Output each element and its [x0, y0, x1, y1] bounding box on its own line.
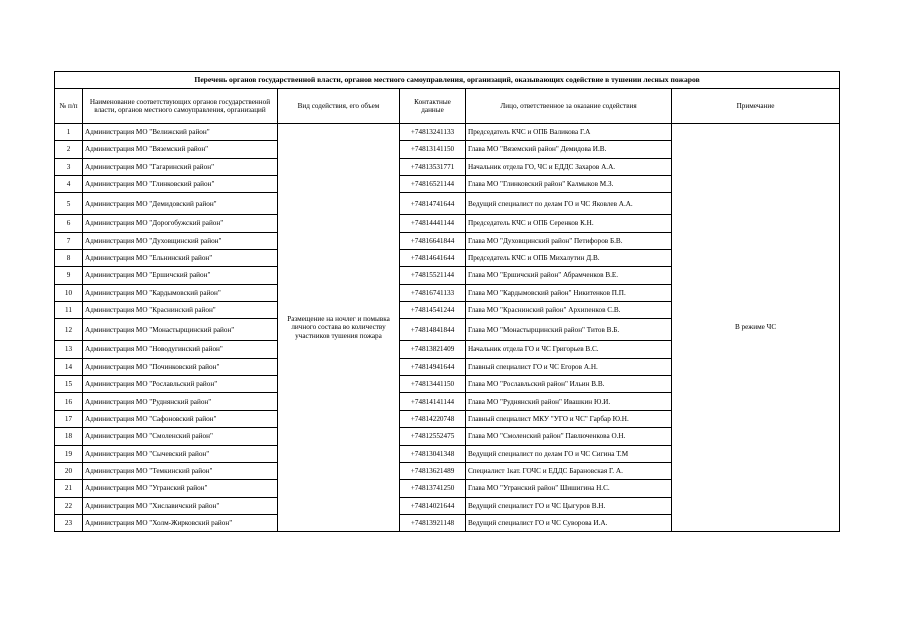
- row-organization: Администрация МО "Ельнинский район": [83, 250, 278, 267]
- row-number: 4: [55, 176, 83, 193]
- row-person: Глава МО "Кардымовский район" Никитенков П.П.: [466, 284, 672, 301]
- row-phone: +74813921148: [400, 514, 466, 531]
- row-number: 18: [55, 428, 83, 445]
- row-person: Главный специалист ГО и ЧС Егоров А.Н.: [466, 358, 672, 375]
- table-title: Перечень органов государственной власти, органов местного самоуправления, организаций, оказывающих содействие в тушении лесных пожаров: [55, 72, 840, 89]
- row-number: 20: [55, 462, 83, 479]
- responsible-bodies-table: [54, 71, 840, 532]
- row-phone: +74814021644: [400, 497, 466, 514]
- row-person: Глава МО "Краснинский район" Архипенков С.В.: [466, 302, 672, 319]
- row-number: 13: [55, 341, 83, 358]
- row-number: 19: [55, 445, 83, 462]
- row-person: Глава МО "Глинковский район" Калмыков М.З.: [466, 176, 672, 193]
- row-number: 9: [55, 267, 83, 284]
- row-person: Ведущий специалист ГО и ЧС Цыгуров В.Н.: [466, 497, 672, 514]
- row-organization: Администрация МО "Темкинский район": [83, 462, 278, 479]
- row-organization: Администрация МО "Рославльский район": [83, 376, 278, 393]
- row-phone: +74813821409: [400, 341, 466, 358]
- row-number: 15: [55, 376, 83, 393]
- row-phone: +74813441150: [400, 376, 466, 393]
- row-organization: Администрация МО "Вяземский район": [83, 141, 278, 158]
- row-organization: Администрация МО "Руднянский район": [83, 393, 278, 410]
- row-phone: +74814641644: [400, 250, 466, 267]
- row-organization: Администрация МО "Смоленский район": [83, 428, 278, 445]
- header-person: Лицо, ответственное за оказание содействия: [466, 89, 672, 124]
- row-person: Председатель КЧС и ОПБ Валикова Г.А: [466, 124, 672, 141]
- row-person: Глава МО "Рославльский район" Ильин В.В.: [466, 376, 672, 393]
- row-number: 12: [55, 319, 83, 341]
- table-row: [55, 124, 840, 141]
- header-assistance: Вид содействия, его объем: [278, 89, 400, 124]
- row-phone: +74813141150: [400, 141, 466, 158]
- row-person: Глава МО "Смоленский район" Павлюченкова О.Н.: [466, 428, 672, 445]
- row-number: 1: [55, 124, 83, 141]
- row-person: Начальник отдела ГО и ЧС Григорьев В.С.: [466, 341, 672, 358]
- row-organization: Администрация МО "Дорогобужский район": [83, 215, 278, 232]
- row-number: 16: [55, 393, 83, 410]
- row-phone: +74813741250: [400, 480, 466, 497]
- row-person: Глава МО "Угранский район" Шишигина Н.С.: [466, 480, 672, 497]
- row-person: Специалист 1кат. ГОЧС и ЕДДС Барановская Г. А.: [466, 462, 672, 479]
- row-organization: Администрация МО "Ершичский район": [83, 267, 278, 284]
- row-organization: Администрация МО "Сычевский район": [83, 445, 278, 462]
- row-phone: +74814741644: [400, 193, 466, 215]
- row-phone: +74812552475: [400, 428, 466, 445]
- row-organization: Администрация МО "Велижский район": [83, 124, 278, 141]
- row-number: 10: [55, 284, 83, 301]
- row-phone: +74816641844: [400, 232, 466, 249]
- row-organization: Администрация МО "Гагаринский район": [83, 158, 278, 175]
- row-person: Главный специалист МКУ "УГО и ЧС" Гарбар Ю.Н.: [466, 410, 672, 427]
- row-organization: Администрация МО "Холм-Жирковский район": [83, 514, 278, 531]
- row-number: 23: [55, 514, 83, 531]
- row-organization: Администрация МО "Сафоновский район": [83, 410, 278, 427]
- row-person: Ведущий специалист по делам ГО и ЧС Сигина Т.М: [466, 445, 672, 462]
- row-organization: Администрация МО "Угранский район": [83, 480, 278, 497]
- row-organization: Администрация МО "Хиславичский район": [83, 497, 278, 514]
- row-phone: +74816741133: [400, 284, 466, 301]
- header-note: Примечание: [672, 89, 840, 124]
- row-number: 2: [55, 141, 83, 158]
- row-number: 21: [55, 480, 83, 497]
- row-number: 11: [55, 302, 83, 319]
- row-organization: Администрация МО "Монастырщинский район": [83, 319, 278, 341]
- row-organization: Администрация МО "Кардымовский район": [83, 284, 278, 301]
- row-number: 6: [55, 215, 83, 232]
- row-phone: +74814141144: [400, 393, 466, 410]
- row-phone: +74813241133: [400, 124, 466, 141]
- row-number: 5: [55, 193, 83, 215]
- row-phone: +74813621489: [400, 462, 466, 479]
- row-phone: +74814941644: [400, 358, 466, 375]
- row-number: 3: [55, 158, 83, 175]
- row-person: Глава МО "Вяземский район" Демидова И.В.: [466, 141, 672, 158]
- row-person: Председатель КЧС и ОПБ Серенков К.Н.: [466, 215, 672, 232]
- row-phone: +74814541244: [400, 302, 466, 319]
- row-person: Глава МО "Ершичский район" Абрамченков В.Е.: [466, 267, 672, 284]
- row-phone: +74813041348: [400, 445, 466, 462]
- row-number: 17: [55, 410, 83, 427]
- assistance-cell: Размещение на ночлег и помывка личного состава во количеству участников тушения пожара: [278, 124, 400, 532]
- row-phone: +74814841844: [400, 319, 466, 341]
- row-number: 7: [55, 232, 83, 249]
- row-person: Ведущий специалист ГО и ЧС Суворова И.А.: [466, 514, 672, 531]
- row-organization: Администрация МО "Новодугинский район": [83, 341, 278, 358]
- row-phone: +74814220748: [400, 410, 466, 427]
- row-phone: +74816521144: [400, 176, 466, 193]
- row-phone: +74813531771: [400, 158, 466, 175]
- row-person: Ведущий специалист по делам ГО и ЧС Яковлев А.А.: [466, 193, 672, 215]
- row-person: Глава МО "Монастырщинский район" Титов В.Б.: [466, 319, 672, 341]
- row-organization: Администрация МО "Краснинский район": [83, 302, 278, 319]
- header-num: № п/п: [55, 89, 83, 124]
- row-person: Глава МО "Руднянский район" Ивашкин Ю.И.: [466, 393, 672, 410]
- header-contacts: Контактные данные: [400, 89, 466, 124]
- note-cell: В режиме ЧС: [672, 124, 840, 532]
- row-person: Начальник отдела ГО, ЧС и ЕДДС Захаров А.А.: [466, 158, 672, 175]
- row-person: Председатель КЧС и ОПБ Михалутин Д.В.: [466, 250, 672, 267]
- row-organization: Администрация МО "Глинковский район": [83, 176, 278, 193]
- row-number: 8: [55, 250, 83, 267]
- row-person: Глава МО "Духовщинский район" Петифоров Б.В.: [466, 232, 672, 249]
- row-organization: Администрация МО "Починковский район": [83, 358, 278, 375]
- row-organization: Администрация МО "Духовщинский район": [83, 232, 278, 249]
- row-phone: +74815521144: [400, 267, 466, 284]
- row-phone: +74814441144: [400, 215, 466, 232]
- header-org: Наименование соответствующих органов государственной власти, органов местного самоуправления, организаций: [83, 89, 278, 124]
- row-organization: Администрация МО "Демидовский район": [83, 193, 278, 215]
- row-number: 14: [55, 358, 83, 375]
- row-number: 22: [55, 497, 83, 514]
